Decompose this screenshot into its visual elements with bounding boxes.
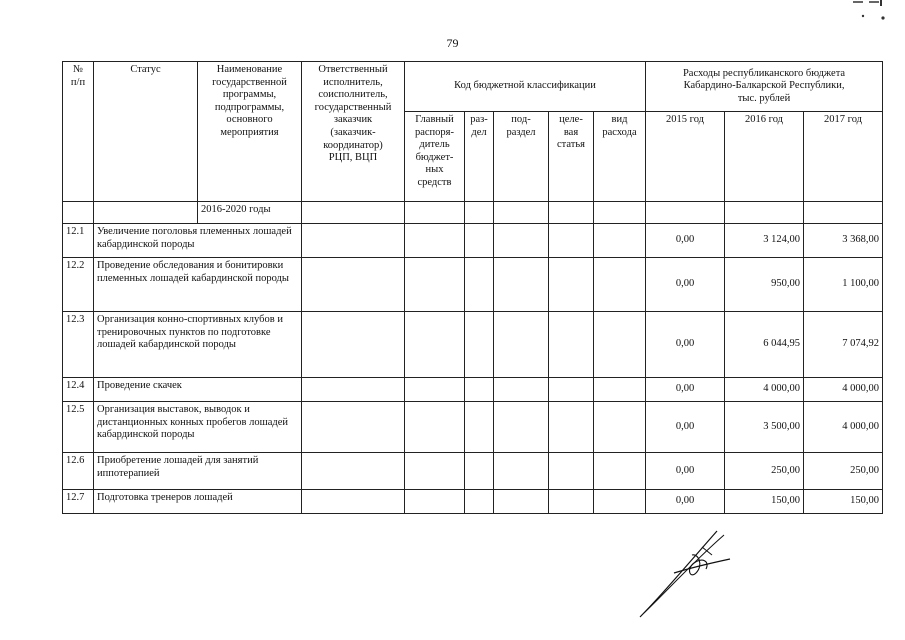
row-name: Организация конно-спортивных клубов и тренировочных пунктов по подготовке лошадей кабардинской породы bbox=[94, 312, 302, 378]
row-2016: 250,00 bbox=[725, 453, 804, 490]
table-row bbox=[63, 258, 883, 312]
page-number: 79 bbox=[446, 36, 459, 50]
row-2016: 3 124,00 bbox=[725, 224, 804, 258]
row-num: 12.4 bbox=[63, 378, 94, 402]
header-vid: вид расхода bbox=[594, 112, 646, 202]
header-grbs: Главный распоря- дитель бюджет- ных средств bbox=[405, 112, 465, 202]
header-budget-code: Код бюджетной классификации bbox=[405, 62, 646, 112]
row-2016: 4 000,00 bbox=[725, 378, 804, 402]
table-row bbox=[63, 224, 883, 258]
period-label: 2016-2020 годы bbox=[198, 202, 302, 224]
table-row bbox=[63, 402, 883, 453]
row-2016: 6 044,95 bbox=[725, 312, 804, 378]
row-name: Организация выставок, выводок и дистанционных конных пробегов лошадей кабардинской породы bbox=[94, 402, 302, 453]
row-2017: 150,00 bbox=[804, 490, 883, 514]
header-executor: Ответственный исполнитель, соисполнитель, государственный заказчик (заказчик- координатор) РЦП, ВЦП bbox=[302, 62, 405, 202]
row-2016: 950,00 bbox=[725, 258, 804, 312]
row-2015: 0,00 bbox=[646, 224, 725, 258]
row-num: 12.1 bbox=[63, 224, 94, 258]
row-2015: 0,00 bbox=[646, 312, 725, 378]
row-name: Подготовка тренеров лошадей bbox=[94, 490, 302, 514]
row-num: 12.7 bbox=[63, 490, 94, 514]
row-2016: 3 500,00 bbox=[725, 402, 804, 453]
row-2016: 150,00 bbox=[725, 490, 804, 514]
row-2017: 3 368,00 bbox=[804, 224, 883, 258]
row-2015: 0,00 bbox=[646, 378, 725, 402]
header-row-1 bbox=[63, 62, 883, 112]
header-name: Наименование государственной программы, подпрограммы, основного мероприятия bbox=[198, 62, 302, 202]
row-num: 12.3 bbox=[63, 312, 94, 378]
header-expenses: Расходы республиканского бюджета Кабардино-Балкарской Республики, тыс. рублей bbox=[646, 62, 883, 112]
row-2017: 250,00 bbox=[804, 453, 883, 490]
handwritten-signature bbox=[632, 525, 742, 625]
row-2017: 1 100,00 bbox=[804, 258, 883, 312]
row-2017: 4 000,00 bbox=[804, 402, 883, 453]
header-podrazdel: под- раздел bbox=[494, 112, 549, 202]
row-2017: 4 000,00 bbox=[804, 378, 883, 402]
row-name: Приобретение лошадей для занятий иппотерапией bbox=[94, 453, 302, 490]
scan-artifact-marks bbox=[833, 0, 893, 24]
table-row bbox=[63, 490, 883, 514]
header-razdel: раз- дел bbox=[465, 112, 494, 202]
header-2017: 2017 год bbox=[804, 112, 883, 202]
header-celevaya: целе- вая статья bbox=[549, 112, 594, 202]
table-row bbox=[63, 453, 883, 490]
row-2015: 0,00 bbox=[646, 453, 725, 490]
header-2016: 2016 год bbox=[725, 112, 804, 202]
header-status: Статус bbox=[94, 62, 198, 202]
row-num: 12.6 bbox=[63, 453, 94, 490]
header-2015: 2015 год bbox=[646, 112, 725, 202]
budget-table bbox=[62, 61, 883, 514]
row-2015: 0,00 bbox=[646, 402, 725, 453]
period-row bbox=[63, 202, 883, 224]
row-name: Проведение скачек bbox=[94, 378, 302, 402]
table-row bbox=[63, 312, 883, 378]
header-num: № п/п bbox=[63, 62, 94, 202]
row-2017: 7 074,92 bbox=[804, 312, 883, 378]
row-name: Проведение обследования и бонитировки племенных лошадей кабардинской породы bbox=[94, 258, 302, 312]
table-row bbox=[63, 378, 883, 402]
row-num: 12.5 bbox=[63, 402, 94, 453]
row-2015: 0,00 bbox=[646, 258, 725, 312]
row-2015: 0,00 bbox=[646, 490, 725, 514]
row-num: 12.2 bbox=[63, 258, 94, 312]
row-name: Увеличение поголовья племенных лошадей кабардинской породы bbox=[94, 224, 302, 258]
